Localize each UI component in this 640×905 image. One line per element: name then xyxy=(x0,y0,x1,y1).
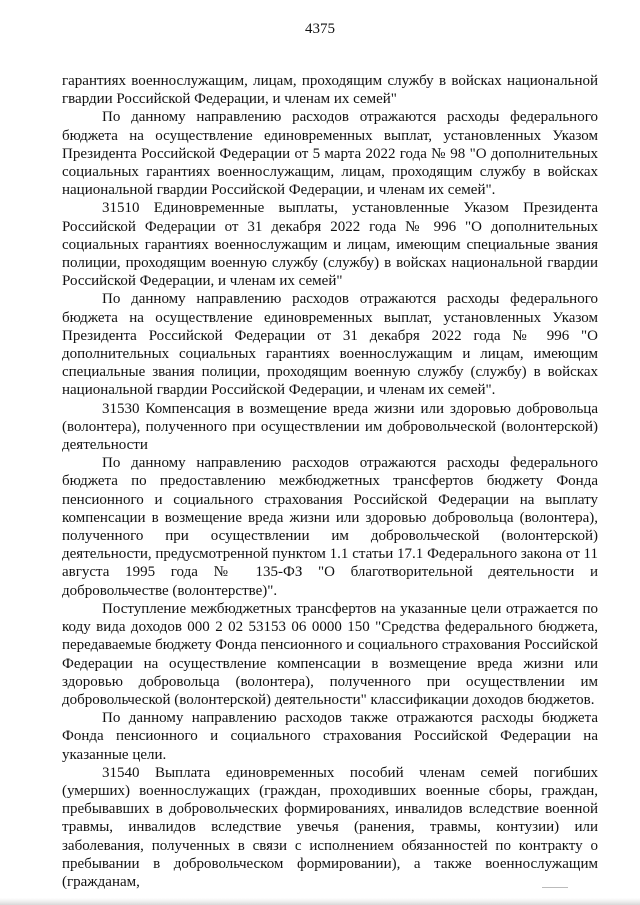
paragraph: Поступление межбюджетных трансфертов на указанные цели отражается по коду вида доходов 000 2 02 53153 06 0000 150 "Средства федерального бюджета, передаваемые бюджету Фонда пенсионного и социального страхования Российской Федерации на осуществление компенсации в возмещение вреда жизни или здоровью добровольца (волонтера), полученного при осуществлении им добровольческой (волонтерской) деятельности" классификации доходов бюджетов. xyxy=(62,600,598,708)
document-body xyxy=(62,72,598,891)
paragraph: По данному направлению расходов также отражаются расходы бюджета Фонда пенсионного и социального страхования Российской Федерации на указанные цели. xyxy=(62,710,598,763)
page-bottom-edge xyxy=(0,898,640,905)
section-heading-31530: 31530 Компенсация в возмещение вреда жизни или здоровью добровольца (волонтера), полученного при осуществлении им добровольческой (волонтерской) деятельности xyxy=(62,400,598,454)
scan-artifact xyxy=(542,887,568,888)
page-number: 4375 xyxy=(305,21,335,37)
paragraph: По данному направлению расходов отражаются расходы федерального бюджета на осуществление единовременных выплат, установленных Указом Президента Российской Федерации от 31 декабря 2022 года № 996 "О дополнительных социальных гарантиях военнослужащим и лицам, имеющим специальные звания полиции, проходящим военную службу (службу) в войсках национальной гвардии Российской Федерации, и членам их семей". xyxy=(62,291,598,399)
paragraph-continuation: гарантиях военнослужащим, лицам, проходящим службу в войсках национальной гвардии Российской Федерации, и членам их семей" xyxy=(62,73,598,108)
paragraph: По данному направлению расходов отражаются расходы федерального бюджета на осуществление единовременных выплат, установленных Указом Президента Российской Федерации от 5 марта 2022 года № 98 "О дополнительных социальных гарантиях военнослужащим, лицам, проходящим службу в войсках национальной гвардии Российской Федерации, и членам их семей". xyxy=(62,109,598,199)
section-heading-31540: 31540 Выплата единовременных пособий членам семей погибших (умерших) военнослужащих (граждан, проходивших военные сборы, граждан, пребывавших в добровольческих формированиях, инвалидов вследствие военной травмы, инвалидов вследствие увечья (ранения, травмы, контузии) или заболевания, полученных в связи с исполнением обязанностей по контракту о пребывании в добровольческом формировании), а также военнослужащим (гражданам, xyxy=(62,764,598,890)
section-heading-31510: 31510 Единовременные выплаты, установленные Указом Президента Российской Федерации от 31 декабря 2022 года № 996 "О дополнительных социальных гарантиях военнослужащим и лицам, имеющим специальные звания полиции, проходящим военную службу (службу) в войсках национальной гвардии Российской Федерации, и членам их семей" xyxy=(62,200,598,290)
paragraph: По данному направлению расходов отражаются расходы федерального бюджета по предоставлению межбюджетных трансфертов бюджету Фонда пенсионного и социального страхования Российской Федерации на выплату компенсации в возмещение вреда жизни или здоровью добровольца (волонтера), полученного при осуществлении им добровольческой (волонтерской) деятельности, предусмотренной пунктом 1.1 статьи 17.1 Федерального закона от 11 августа 1995 года № 135-ФЗ "О благотворительной деятельности и добровольчестве (волонтерстве)". xyxy=(62,455,598,599)
